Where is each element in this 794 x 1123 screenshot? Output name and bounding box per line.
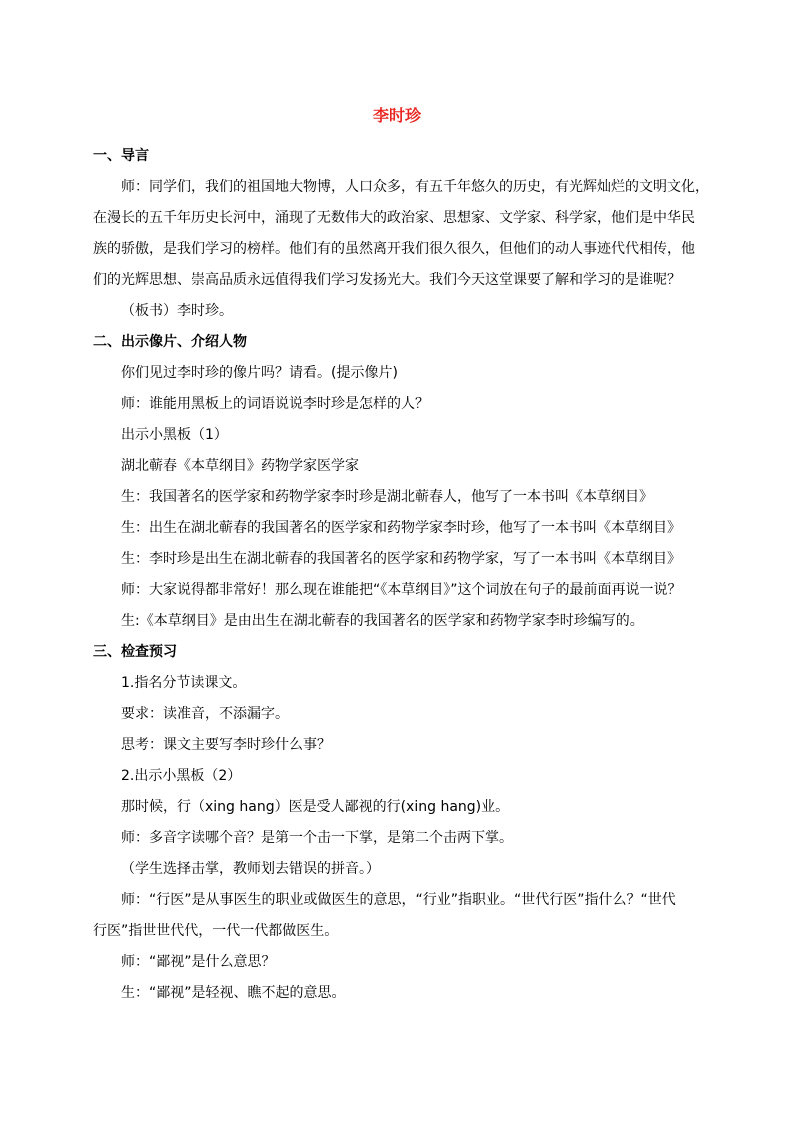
section-heading-preview-check: 三、检查预习 bbox=[93, 644, 177, 660]
paragraph-line: 要求：读准音，不添漏字。 bbox=[121, 706, 289, 722]
section-heading-intro: 一、导言 bbox=[93, 148, 149, 164]
paragraph-line: 1.指名分节读课文。 bbox=[121, 675, 247, 691]
paragraph-line: （板书）李时珍。 bbox=[121, 303, 233, 319]
paragraph-line: 师：“鄙视”是什么意思？ bbox=[121, 954, 276, 970]
paragraph-line: 在漫长的五千年历史长河中，涌现了无数伟大的政治家、思想家、文学家、科学家，他们是中华民 bbox=[93, 210, 695, 226]
paragraph-line: 族的骄傲，是我们学习的榜样。他们有的虽然离开我们很久很久，但他们的动人事迹代代相传，他 bbox=[93, 241, 695, 257]
paragraph-line: 师：多音字读哪个音？是第一个击一下掌，是第二个击两下掌。 bbox=[121, 830, 513, 846]
paragraph-line: 生：“鄙视”是轻视、瞧不起的意思。 bbox=[121, 985, 346, 1001]
paragraph-line: 你们见过李时珍的像片吗？请看。(提示像片) bbox=[121, 365, 398, 381]
paragraph-line: 思考：课文主要写李时珍什么事？ bbox=[121, 737, 331, 753]
paragraph-line: 生：我国著名的医学家和药物学家李时珍是湖北蕲春人，他写了一本书叫《本草纲目》 bbox=[121, 489, 653, 505]
paragraph-line: 生:《本草纲目》是由出生在湖北蕲春的我国著名的医学家和药物学家李时珍编写的。 bbox=[121, 613, 644, 629]
paragraph-line: 生：李时珍是出生在湖北蕲春的我国著名的医学家和药物学家，写了一本书叫《本草纲目》 bbox=[121, 551, 681, 567]
paragraph-line: 师：大家说得都非常好！那么现在谁能把“《本草纲目》”这个词放在句子的最前面再说一说？ bbox=[121, 582, 682, 598]
paragraph-line: 们的光辉思想、崇高品质永远值得我们学习发扬光大。我们今天这堂课要了解和学习的是谁呢？ bbox=[93, 272, 681, 288]
paragraph-line: 师：同学们，我们的祖国地大物博，人口众多，有五千年悠久的历史，有光辉灿烂的文明文化， bbox=[121, 179, 709, 195]
paragraph-line: （学生选择击掌，教师划去错误的拼音。） bbox=[121, 861, 380, 877]
paragraph-line: 湖北蕲春《本草纲目》药物学家医学家 bbox=[121, 458, 359, 474]
paragraph-line: 师：“行医”是从事医生的职业或做医生的意思，“行业”指职业。“世代行医”指什么？“世代 bbox=[121, 892, 676, 908]
paragraph-line: 2.出示小黑板（2） bbox=[121, 768, 242, 784]
paragraph-line: 师：谁能用黑板上的词语说说李时珍是怎样的人？ bbox=[121, 396, 429, 412]
paragraph-line: 出示小黑板（1） bbox=[121, 427, 228, 443]
paragraph-line: 那时候，行（xing hang）医是受人鄙视的行(xing hang)业。 bbox=[121, 799, 510, 815]
document-title: 李时珍 bbox=[372, 106, 421, 125]
section-heading-portrait: 二、出示像片、介绍人物 bbox=[93, 334, 247, 350]
paragraph-line: 行医”指世世代代，一代一代都做医生。 bbox=[93, 923, 339, 939]
paragraph-line: 生：出生在湖北蕲春的我国著名的医学家和药物学家李时珍，他写了一本书叫《本草纲目》 bbox=[121, 520, 681, 536]
